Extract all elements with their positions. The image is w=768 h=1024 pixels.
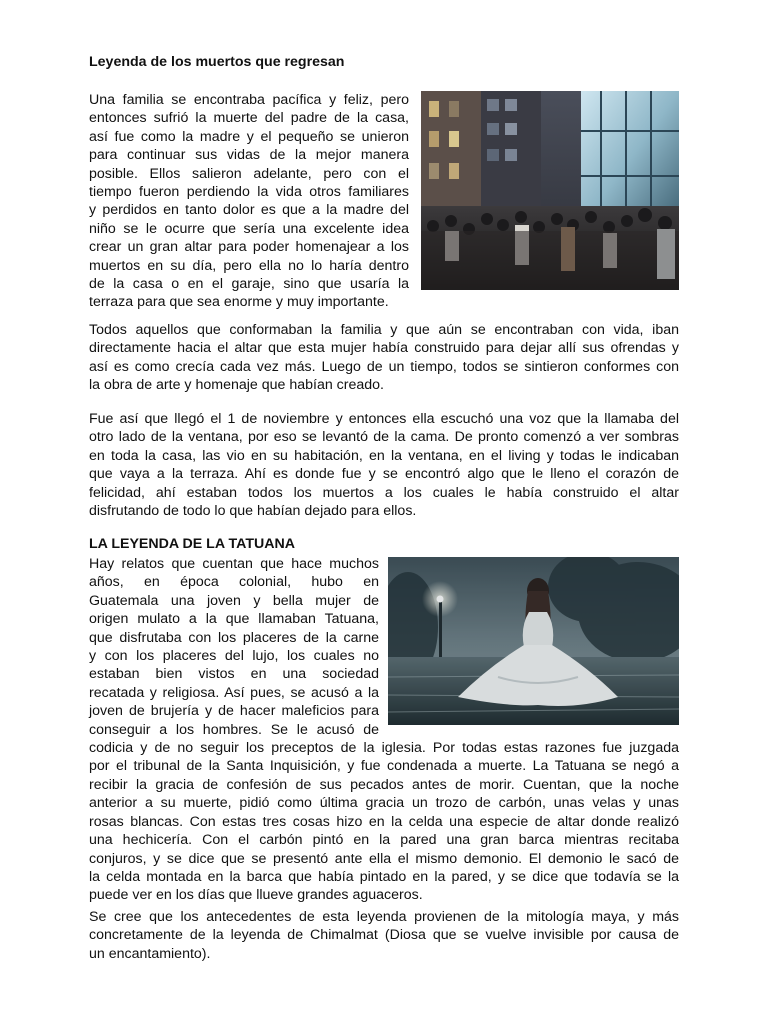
text-line: otro lado de la ventana, por eso se levantó de la cama. De pronto comenzó a ver sombras xyxy=(89,429,679,446)
text-line: la celda montada en la barca que había pintado en la pared, y se dice que todavía se la xyxy=(89,868,679,885)
crowd-photo xyxy=(421,91,679,290)
text-line: entonces sufrió la muerte del padre de la casa, xyxy=(89,110,409,127)
text-line: posible. Ellos salieron adelante, pero con el xyxy=(89,165,409,182)
crowd-photo-illustration xyxy=(421,91,679,290)
text-line: joven de brujería y de hacer maleficios para xyxy=(89,703,379,720)
legend-2-paragraph-2 xyxy=(89,908,679,963)
text-line: crear un gran altar para poder homenajear a los xyxy=(89,239,409,256)
text-line: codicia y de no seguir los preceptos de la iglesia. Por todas estas razones fue juzgada xyxy=(89,740,679,757)
text-line: y con los placeres del lujo, los cuales no xyxy=(89,648,379,665)
legend-1-title: Leyenda de los muertos que regresan xyxy=(89,54,345,70)
text-line: tiempo fueron perdiendo la vida otros familiares xyxy=(89,184,409,201)
legend-2-title: LA LEYENDA DE LA TATUANA xyxy=(89,536,295,552)
text-line: que disfrutaba con los placeres de la carne xyxy=(89,629,379,646)
wrapped-text-block xyxy=(89,555,379,739)
text-line: disfrutando de todo lo que habían dejado para ellos. xyxy=(89,503,417,520)
legend-1-paragraph-2 xyxy=(89,321,679,395)
text-line: Hay relatos que cuentan que hace muchos xyxy=(89,556,379,572)
text-line: estaban bien vistos en una sociedad xyxy=(89,666,379,683)
text-line: concretamente de la leyenda de Chimalmat (Diosa que se vuelve invisible por causa de xyxy=(89,927,679,944)
text-line: conseguir a los hombres. Se le acusó de xyxy=(89,721,379,738)
text-line: Una familia se encontraba pacífica y feliz, pero xyxy=(89,92,409,108)
text-line: felicidad, ahí estaban todos los muertos a los cuales le había construido el altar xyxy=(89,484,679,501)
text-line: la obra de arte y homenaje que habían creado. xyxy=(89,377,384,394)
text-line: niño se le ocurre que sería una excelente idea xyxy=(89,220,409,237)
text-line: en toda la casa, las vio en su habitación, en la ventana, en el living y todas le indicaban xyxy=(89,447,679,464)
text-line: origen mulato a la que llamaban Tatuana, xyxy=(89,611,379,628)
text-line: una hechicería. Con el carbón pintó en la pared una gran barca mientras recitaba xyxy=(89,832,679,849)
text-line: para continuar sus vidas de la mejor manera xyxy=(89,147,409,164)
text-line: directamente hacia el altar que esta mujer había construido para dejar allí sus ofrendas y xyxy=(89,340,679,357)
text-line: anterior a su muerte, pidió como última gracia un trozo de carbón, unas velas y unas xyxy=(89,795,679,812)
text-line: años, en época colonial, hubo en xyxy=(89,574,379,591)
text-line: Todos aquellos que conformaban la familia y que aún se encontraban con vida, iban xyxy=(89,322,679,338)
legend-2-paragraph-1 xyxy=(89,555,679,905)
text-line: así es como crecía cada vez más. Luego de un tiempo, todos se sintieron conformes con xyxy=(89,358,679,375)
text-line: Fue así que llegó el 1 de noviembre y entonces ella escuchó una voz que la llamaba del xyxy=(89,411,679,427)
legend-1-paragraph-1 xyxy=(89,91,409,312)
text-line: así fue como la madre y el pequeño se unieron xyxy=(89,128,409,145)
text-line: Se cree que los antecedentes de esta leyenda provienen de la mitología maya, y más xyxy=(89,909,679,925)
text-line: recatada y religiosa. Así pues, se acusó a la xyxy=(89,684,379,701)
text-line: y perdidos en tanto dolor es que a la madre del xyxy=(89,202,409,219)
text-line: por el tribunal de la Santa Inquisición, y fue condenada a muerte. La Tatuana se negó a xyxy=(89,758,679,775)
text-line: muertos en su día, pero ella no lo haría dentro xyxy=(89,257,409,274)
text-line: terraza para que sea enorme y muy importante. xyxy=(89,294,389,311)
text-line: que vaya a la terraza. Ahí es donde fue y se encontró algo que le lleno el corazón de xyxy=(89,466,679,483)
text-line: recibir la gracia de confesión de sus pecados antes de morir. Cuentan, que la noche xyxy=(89,776,679,793)
text-line: un encantamiento). xyxy=(89,945,211,962)
text-line: rosas blancas. Con estas tres cosas hizo en la celda una especie de altar donde realizó xyxy=(89,813,679,830)
legend-1-paragraph-3 xyxy=(89,410,679,520)
text-line: conjuros, y se dice que se presentó ante ella el mismo demonio. El demonio le sacó de xyxy=(89,850,679,867)
text-line: Guatemala una joven y bella mujer de xyxy=(89,592,379,609)
text-line: puede ver en los días que llueve grandes aguaceros. xyxy=(89,887,423,904)
text-line: de la casa o en el garaje, sino que usaría la xyxy=(89,276,409,293)
